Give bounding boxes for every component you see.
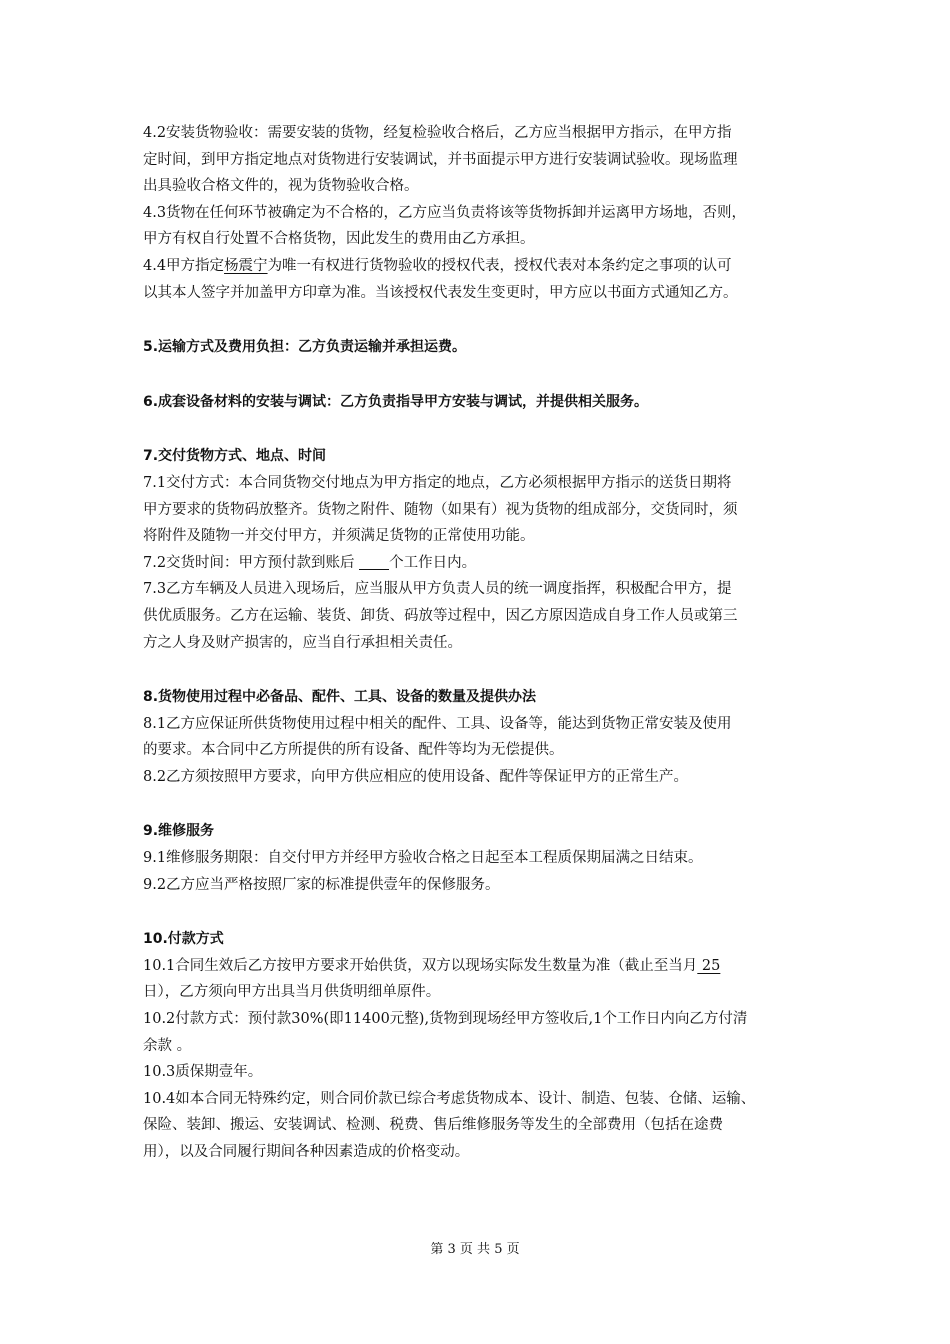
document-body — [143, 120, 813, 1166]
paragraph-line: 方之人身及财产损害的，应当自行承担相关责任。 — [143, 634, 462, 651]
section-heading-6: 6.成套设备材料的安装与调试：乙方负责指导甲方安装与调试，并提供相关服务。 — [143, 393, 649, 410]
section-heading-8: 8.货物使用过程中必备品、配件、工具、设备的数量及提供办法 — [143, 689, 537, 706]
cutoff-day-value: 25 — [697, 957, 721, 974]
paragraph-line: 余款 。 — [143, 1037, 192, 1054]
paragraph-line: 定时间，到甲方指定地点对货物进行安装调试，并书面提示甲方进行安装调试验收。现场监理 — [143, 151, 738, 168]
section-heading-9: 9.维修服务 — [143, 823, 215, 840]
paragraph-line: 甲方有权自行处置不合格货物，因此发生的费用由乙方承担。 — [143, 231, 535, 248]
paragraph-line: 4.2安装货物验收：需要安装的货物，经复检验收合格后，乙方应当根据甲方指示，在甲方指 — [143, 125, 732, 141]
section-heading-7: 7.交付货物方式、地点、时间 — [143, 448, 327, 465]
authorized-representative-name: 杨震宁 — [224, 257, 268, 274]
paragraph-line: 7.3乙方车辆及人员进入现场后，应当服从甲方负责人员的统一调度指挥，积极配合甲方，提 — [143, 581, 732, 598]
paragraph-line: 10.4如本合同无特殊约定，则合同价款已综合考虑货物成本、设计、制造、包装、仓储、运输、 — [143, 1090, 756, 1107]
text-segment: 为唯一有权进行货物验收的授权代表，授权代表对本条约定之事项的认可 — [267, 257, 732, 274]
text-segment: 个工作日内。 — [389, 554, 477, 571]
text-segment: 7.2交货时间：甲方预付款到账后 — [143, 554, 360, 571]
paragraph-line: 4.3货物在任何环节被确定为不合格的，乙方应当负责将该等货物拆卸并运离甲方场地，否则， — [143, 204, 747, 221]
paragraph-line: 7.1交付方式：本合同货物交付地点为甲方指定的地点，乙方必须根据甲方指示的送货日期将 — [143, 474, 732, 491]
paragraph-line-7-2 — [143, 550, 813, 577]
paragraph-line: 出具验收合格文件的，视为货物验收合格。 — [143, 178, 419, 195]
paragraph-line-4-4 — [143, 253, 813, 280]
paragraph-line: 9.2乙方应当严格按照厂家的标准提供壹年的保修服务。 — [143, 876, 500, 893]
paragraph-line: 以其本人签字并加盖甲方印章为准。当该授权代表发生变更时，甲方应以书面方式通知乙方。 — [143, 284, 738, 301]
paragraph-line: 8.2乙方须按照甲方要求，向甲方供应相应的使用设备、配件等保证甲方的正常生产。 — [143, 768, 689, 785]
section-heading-5: 5.运输方式及费用负担：乙方负责运输并承担运费。 — [143, 339, 467, 356]
text-segment: 4.4甲方指定 — [143, 257, 225, 274]
paragraph-line: 日），乙方须向甲方出具当月供货明细单原件。 — [143, 984, 441, 1001]
paragraph-line: 甲方要求的货物码放整齐。货物之附件、随物（如果有）视为货物的组成部分，交货同时，须 — [143, 501, 738, 518]
paragraph-line: 8.1乙方应保证所供货物使用过程中相关的配件、工具、设备等，能达到货物正常安装及使用 — [143, 715, 732, 732]
text-segment: 10.1合同生效后乙方按甲方要求开始供货，双方以现场实际发生数量为准（截止至当月 — [143, 957, 698, 974]
page-footer: 第 3 页 共 5 页 — [430, 1242, 520, 1257]
paragraph-line: 的要求。本合同中乙方所提供的所有设备、配件等均为无偿提供。 — [143, 742, 564, 759]
paragraph-line: 10.3质保期壹年。 — [143, 1064, 263, 1081]
paragraph-line: 9.1维修服务期限：自交付甲方并经甲方验收合格之日起至本工程质保期届满之日结束。 — [143, 850, 703, 867]
paragraph-line-10-1 — [143, 953, 813, 980]
paragraph-line: 用），以及合同履行期间各种因素造成的价格变动。 — [143, 1144, 470, 1160]
paragraph-line: 供优质服务。乙方在运输、装货、卸货、码放等过程中，因乙方原因造成自身工作人员或第三 — [143, 607, 738, 624]
blank-field — [359, 553, 389, 570]
paragraph-line: 将附件及随物一并交付甲方，并须满足货物的正常使用功能。 — [143, 528, 535, 545]
paragraph-line: 10.2付款方式：预付款30%(即11400元整),货物到现场经甲方签收后,1个工作日内向乙方付清 — [143, 1011, 748, 1028]
section-heading-10: 10.付款方式 — [143, 931, 224, 948]
paragraph-line: 保险、装卸、搬运、安装调试、检测、税费、售后维修服务等发生的全部费用（包括在途费 — [143, 1117, 723, 1134]
